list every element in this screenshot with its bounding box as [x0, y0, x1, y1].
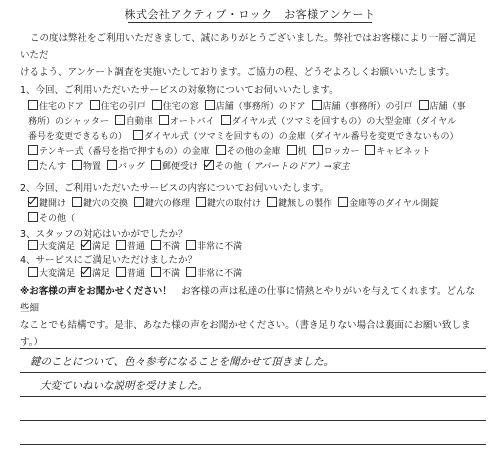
- checkbox[interactable]: [28, 100, 38, 110]
- q4-option[interactable]: [186, 267, 242, 282]
- checkbox[interactable]: [133, 130, 143, 140]
- q2-row-2: [28, 212, 480, 227]
- notice-lead: ※お客様の声をお聞かせください！: [20, 286, 172, 297]
- checkbox[interactable]: [196, 197, 206, 207]
- q1-option[interactable]: [152, 100, 199, 115]
- option-label: 満足: [92, 269, 111, 279]
- q2-options: [28, 197, 480, 227]
- q1-option[interactable]: [28, 145, 210, 160]
- option-label: 満足: [92, 242, 111, 252]
- intro-text: [20, 30, 482, 81]
- option-label: 大変満足: [39, 242, 76, 252]
- option-label: 机: [297, 147, 307, 157]
- q1-option[interactable]: [365, 145, 430, 160]
- checkbox[interactable]: [267, 197, 277, 207]
- q1-row-4: [28, 145, 480, 160]
- q1-option[interactable]: [216, 145, 281, 160]
- option-label: その他の金庫: [226, 147, 281, 157]
- q4-heading: 4、サービスにご満足いただけましたか？: [20, 255, 198, 266]
- handwritten-other: アパートのドア）→家主: [253, 162, 350, 172]
- checkbox[interactable]: [115, 115, 125, 125]
- q1-option[interactable]: [28, 160, 66, 175]
- checkbox[interactable]: [72, 197, 82, 207]
- option-label: 鍵開け: [39, 199, 67, 209]
- option-label: バッグ: [118, 162, 146, 172]
- q1-row-2: [28, 115, 480, 130]
- title-underline: [128, 22, 372, 23]
- option-label: 住宅の窓: [162, 102, 199, 112]
- option-label: 普通: [127, 269, 146, 279]
- q2-option[interactable]: [72, 197, 128, 212]
- option-label: 郵便受け: [162, 162, 199, 172]
- option-label: 鍵無しの製作: [278, 199, 333, 209]
- q1-option[interactable]: [133, 130, 458, 145]
- q2-option[interactable]: [134, 197, 190, 212]
- option-label: 金庫等のダイヤル開錠: [349, 199, 439, 209]
- q3-option[interactable]: [151, 240, 180, 255]
- handwritten-answer-1: 鍵のことについて、色々参考になることを聞かせて頂きました。: [30, 356, 335, 368]
- option-label: テンキー式（番号を指で押すもの）の金庫: [39, 147, 210, 157]
- option-label: ダイヤル式（ツマミを回すもの）の金庫（ダイヤル番号を変更できないもの）: [144, 132, 459, 142]
- checkbox[interactable]: [287, 145, 297, 155]
- q4-option[interactable]: [116, 267, 145, 282]
- checkbox[interactable]: [134, 197, 144, 207]
- checkbox[interactable]: [28, 267, 38, 277]
- answer-rule: [20, 420, 486, 421]
- q4-option[interactable]: [28, 267, 75, 282]
- q1-options: [28, 100, 480, 175]
- q1-option[interactable]: [90, 100, 146, 115]
- q1-option[interactable]: [115, 115, 153, 130]
- q1-option[interactable]: [312, 100, 413, 115]
- q1-option[interactable]: [72, 160, 101, 175]
- q3-options: [28, 240, 480, 255]
- q2-option[interactable]: [338, 197, 439, 212]
- checkbox[interactable]: [151, 267, 161, 277]
- checkbox[interactable]: [186, 240, 196, 250]
- option-label: 鍵穴の取付け: [207, 199, 262, 209]
- option-continuation: 務所）のシャッター: [28, 117, 109, 127]
- q2-option[interactable]: [267, 197, 332, 212]
- option-label: たんす: [39, 162, 67, 172]
- option-label: ロッカー: [323, 147, 360, 157]
- intro-line-2: けるよう、アンケート調査を実施いたしております。ご協力の程、どうぞよろしくお願いいたします。: [20, 67, 455, 78]
- checkbox[interactable]: [338, 197, 348, 207]
- q1-option[interactable]: [287, 145, 307, 160]
- option-label: 普通: [127, 242, 146, 252]
- checkbox-checked[interactable]: [81, 240, 91, 250]
- option-label: 非常に不満: [197, 269, 243, 279]
- survey-title: 株式会社アクティブ・ロック お客様アンケート: [124, 8, 376, 21]
- q1-option[interactable]: [419, 100, 466, 115]
- notice-rest: お客様の声は私達の仕事に情熱とやりがいを与えてくれます。どんな些細: [20, 286, 475, 314]
- q3-option[interactable]: [28, 240, 75, 255]
- checkbox[interactable]: [72, 160, 82, 170]
- checkbox[interactable]: [90, 100, 100, 110]
- answer-rule: [20, 396, 486, 397]
- feedback-notice: [20, 283, 484, 351]
- checkbox-checked[interactable]: [81, 267, 91, 277]
- q1-option[interactable]: [313, 145, 360, 160]
- q1-row-1: [28, 100, 480, 115]
- checkbox-checked[interactable]: [28, 197, 38, 207]
- option-label: 不満: [162, 242, 181, 252]
- q1-option[interactable]: [221, 115, 456, 130]
- q1-option-other[interactable]: [204, 160, 251, 175]
- q4-option[interactable]: [151, 267, 180, 282]
- option-label: オートバイ: [169, 117, 215, 127]
- checkbox[interactable]: [312, 100, 322, 110]
- checkbox[interactable]: [151, 160, 161, 170]
- checkbox[interactable]: [28, 212, 38, 222]
- checkbox[interactable]: [205, 100, 215, 110]
- option-label: 不満: [162, 269, 181, 279]
- q4-options: [28, 267, 480, 282]
- option-label: キャビネット: [376, 147, 431, 157]
- q1-row-3: [28, 130, 480, 145]
- checkbox[interactable]: [28, 145, 38, 155]
- handwritten-answer-2: 大変ていねいな説明を受けました。: [40, 380, 208, 392]
- option-continuation: 番号を変更できるもの）: [28, 132, 128, 142]
- answer-rule: [20, 348, 486, 349]
- option-label: 物置: [83, 162, 102, 172]
- q2-option[interactable]: [196, 197, 261, 212]
- option-label: 大変満足: [39, 269, 76, 279]
- checkbox[interactable]: [419, 100, 429, 110]
- checkbox[interactable]: [116, 267, 126, 277]
- intro-line-1: この度は弊社をご利用いただきまして、誠にありがとうございました。弊社ではお客様により一層ご満足いただ: [20, 33, 477, 61]
- checkbox[interactable]: [28, 240, 38, 250]
- notice-line-2: なことでも結構です。是非、あなた様の声をお聞かせください。（書き足りない場合は裏面にお願い致します。）: [20, 320, 471, 348]
- q3-option[interactable]: [186, 240, 242, 255]
- answer-rule: [20, 372, 486, 373]
- checkbox[interactable]: [365, 145, 375, 155]
- option-label: 店舗（事: [429, 102, 466, 112]
- checkbox[interactable]: [107, 160, 117, 170]
- checkbox[interactable]: [151, 240, 161, 250]
- q1-option[interactable]: [151, 160, 198, 175]
- option-label: 住宅のドア: [39, 102, 84, 112]
- option-label: その他（: [39, 214, 76, 224]
- checkbox[interactable]: [313, 145, 323, 155]
- q1-heading: 1、今回、ご利用いただいたサービスの対象物についてお伺いいたします。: [20, 85, 339, 96]
- option-label: 非常に不満: [197, 242, 243, 252]
- q2-option[interactable]: [28, 197, 66, 212]
- q3-option[interactable]: [116, 240, 145, 255]
- option-label: 店舗（事務所）のドア: [215, 102, 306, 112]
- q1-option[interactable]: [159, 115, 215, 130]
- checkbox[interactable]: [221, 115, 231, 125]
- checkbox[interactable]: [28, 160, 38, 170]
- option-label: 住宅の引戸: [100, 102, 146, 112]
- option-label: ダイヤル式（ツマミを回すもの）の大型金庫（ダイヤル: [231, 117, 457, 127]
- checkbox[interactable]: [159, 115, 169, 125]
- q1-row-5: [28, 160, 480, 175]
- checkbox[interactable]: [152, 100, 162, 110]
- checkbox[interactable]: [186, 267, 196, 277]
- q3-heading: 3、スタッフの対応はいかがでしたか？: [20, 229, 188, 240]
- q1-option[interactable]: [107, 160, 145, 175]
- checkbox-checked[interactable]: [204, 160, 214, 170]
- checkbox[interactable]: [116, 240, 126, 250]
- notice-line-1: [20, 283, 484, 317]
- q1-option[interactable]: [205, 100, 306, 115]
- option-label: 鍵穴の修理: [145, 199, 191, 209]
- q3-option[interactable]: [81, 240, 110, 255]
- option-label: 自動車: [125, 117, 153, 127]
- checkbox[interactable]: [216, 145, 226, 155]
- q2-option-other[interactable]: [28, 212, 75, 227]
- option-label: 店舗（事務所）の引戸: [322, 102, 413, 112]
- q4-option[interactable]: [81, 267, 110, 282]
- q2-heading: 2、今回、ご利用いただいたサービスの内容についてお伺いいたします。: [20, 183, 330, 194]
- answer-rule: [20, 444, 486, 445]
- option-label: 鍵穴の交換: [83, 199, 129, 209]
- option-label: その他（: [215, 162, 252, 172]
- q2-row-1: [28, 197, 480, 212]
- q1-option[interactable]: [28, 100, 84, 115]
